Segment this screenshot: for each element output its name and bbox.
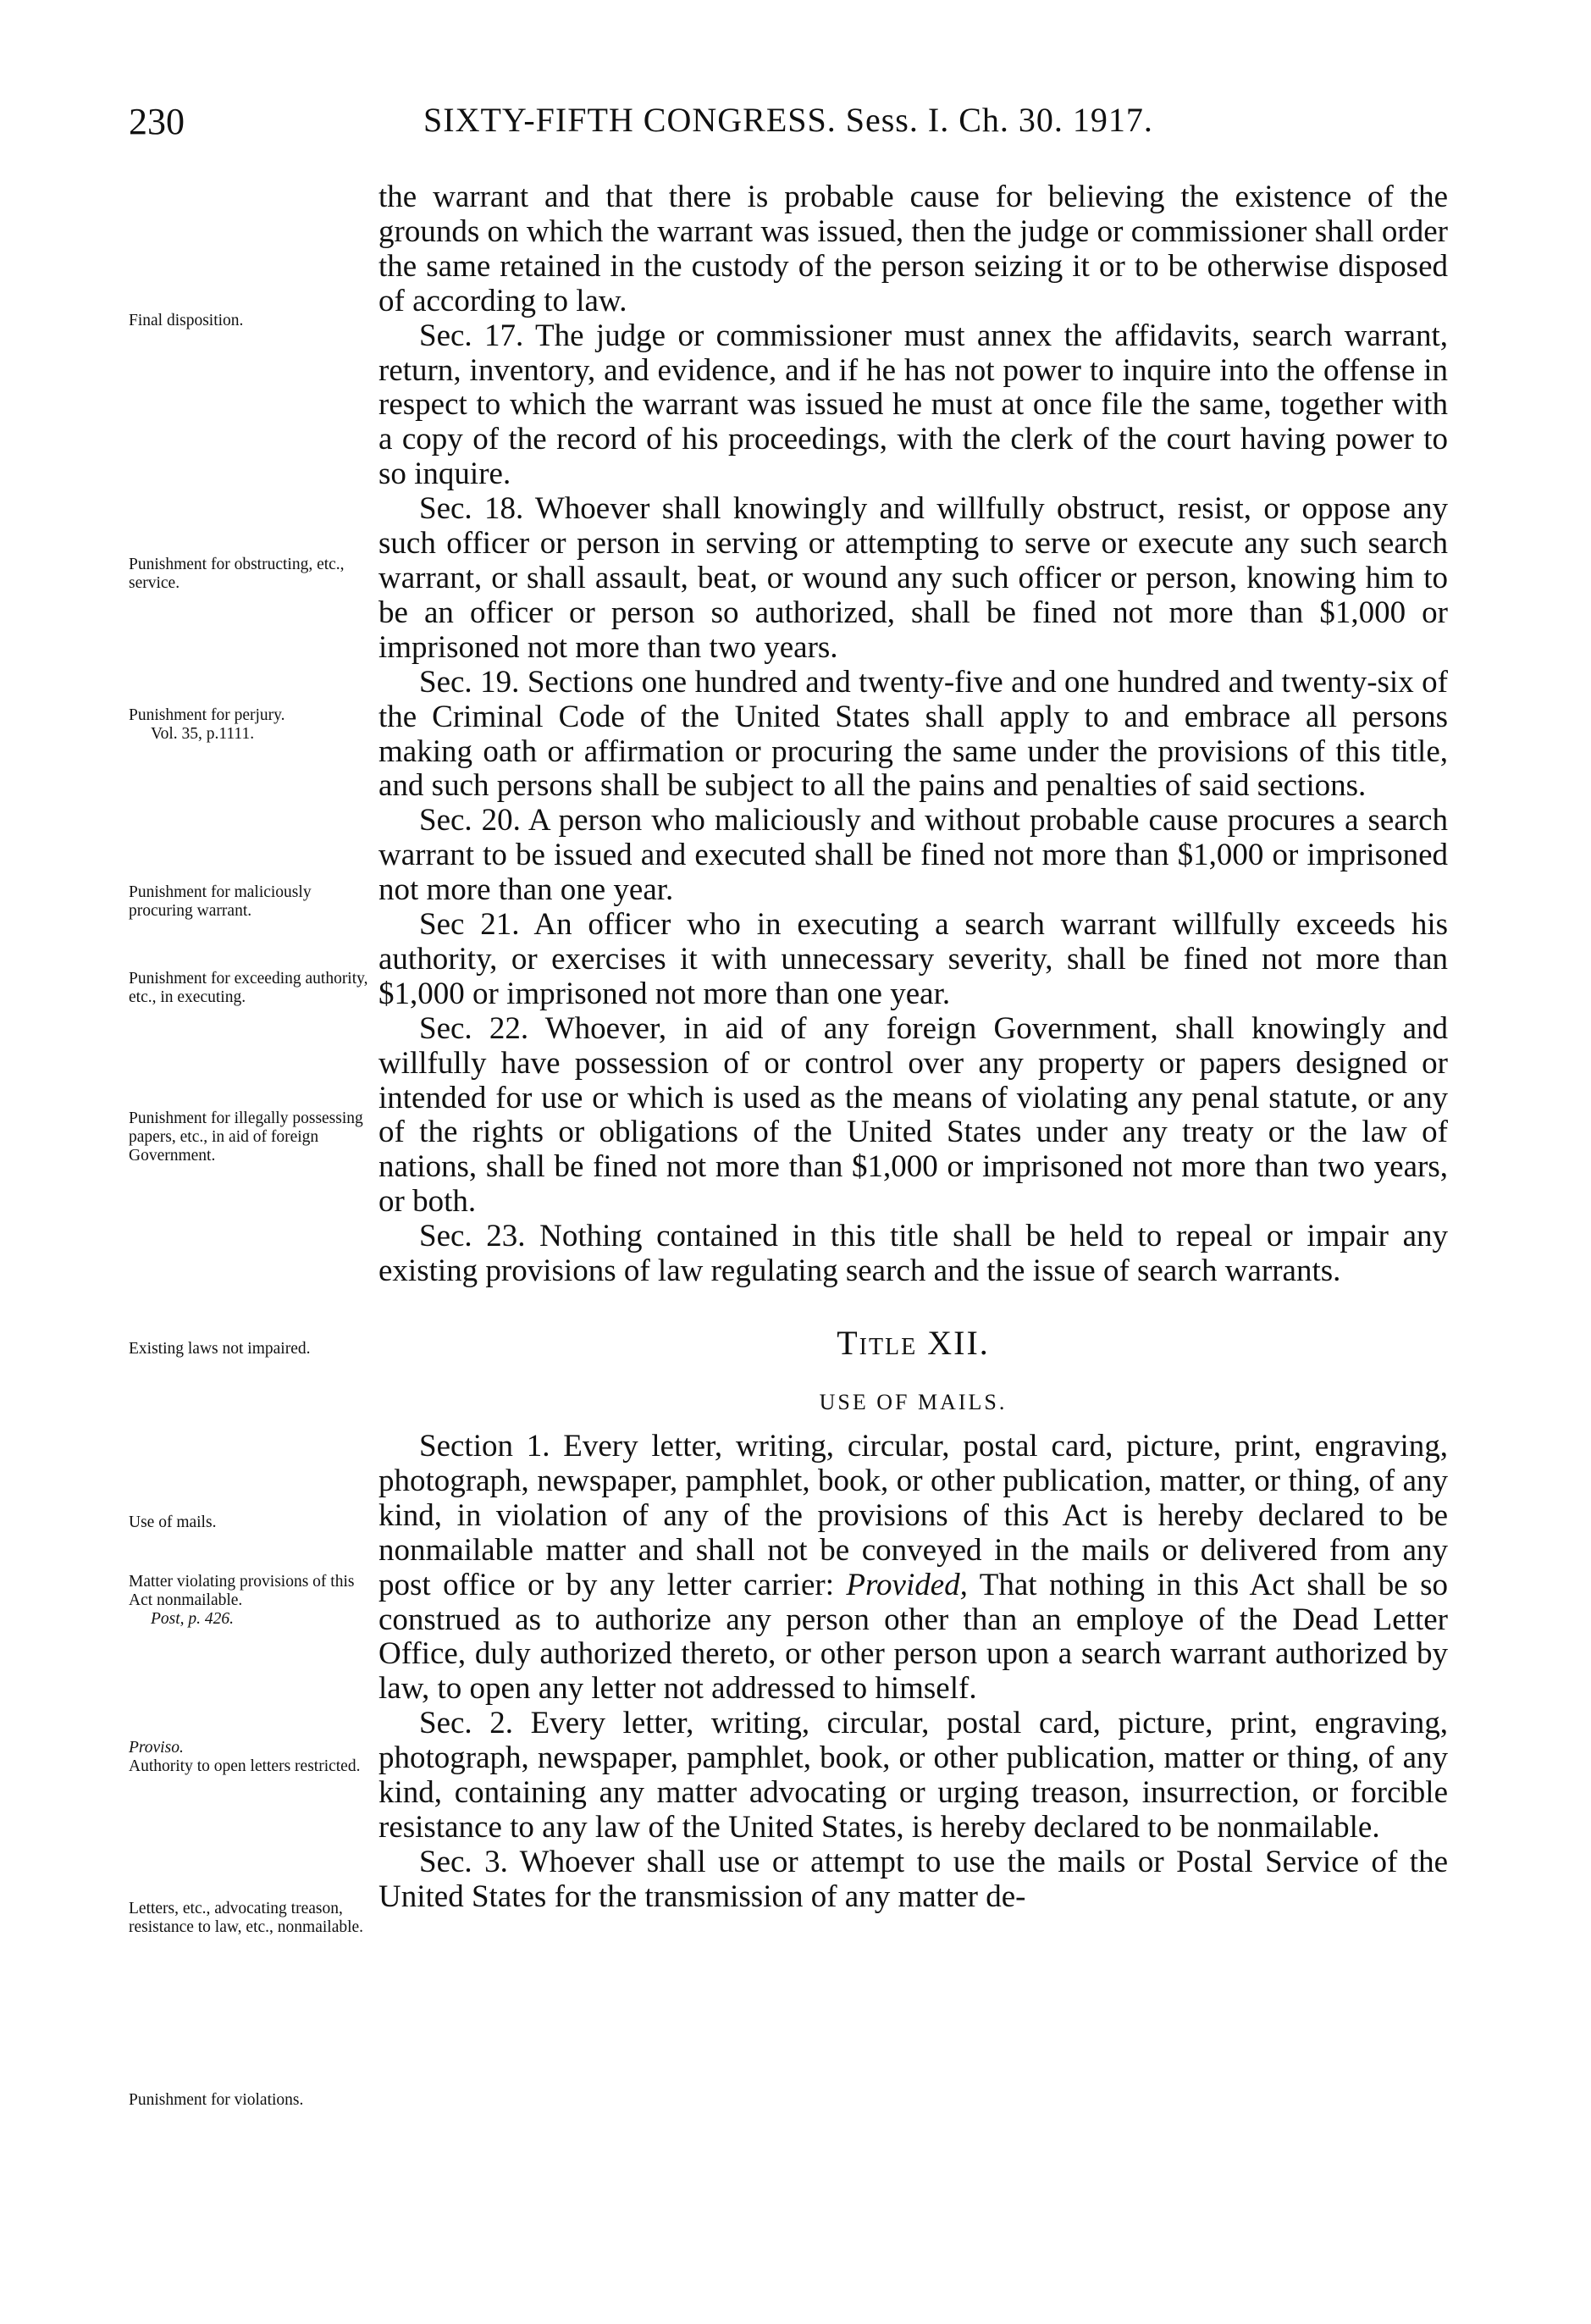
margin-note-proviso-label: Proviso. xyxy=(129,1739,184,1757)
section-19: Sec. 19. Sections one hundred and twenty-five and one hundred and twenty-six of the Criminal Code of the United States shall apply to and embrace all persons making oath or affirmation or procuring the same under the provisions of this title, and such persons shall be subject to all the pains and penalties of said sections. xyxy=(378,664,1448,804)
section-17: Sec. 17. The judge or commissioner must annex the affidavits, search warrant, return, inventory, and evidence, and if he has not power to inquire into the offense in respect to which the warrant was issued he must at once file the same, together with a copy of the record of his proceedings, with the clerk of the court having power to so inquire. xyxy=(378,318,1448,492)
section-1-rest: That nothing in this Act shall be so construed as to authorize any person other than an employe of the Dead Letter Office, duly authorized thereto, or other person upon a search warrant authorized by law, to open any letter not addressed to himself. xyxy=(378,1567,1448,1707)
margin-note-text: Punishment for perjury. xyxy=(129,706,285,724)
margin-note-use-of-mails xyxy=(129,1513,370,1532)
section-1 xyxy=(378,1430,1448,1707)
margin-note-malicious xyxy=(129,883,370,921)
margin-note-final-disposition xyxy=(129,312,370,330)
margin-note-text: Punishment for violations. xyxy=(129,2091,304,2109)
paragraph-opening: the warrant and that there is probable cause for believing the existence of the grounds on which the warrant was issued, then the judge or commissioner shall order the same retained in the custody of the person seizing it or to be otherwise disposed of according to law. xyxy=(378,180,1448,318)
margin-note-text: Existing laws not impaired. xyxy=(129,1340,311,1358)
margin-note-text: Authority to open letters restricted. xyxy=(129,1757,361,1775)
title-heading: Title XII. xyxy=(837,1324,990,1362)
margin-note-obstructing xyxy=(129,556,370,593)
margin-note-text: Punishment for illegally possessing papers, etc., in aid of foreign Government. xyxy=(129,1109,363,1165)
margin-note-letters-advocating xyxy=(129,1900,370,1937)
title-block xyxy=(378,1311,1448,1430)
margin-note-text: Punishment for obstructing, etc., service. xyxy=(129,556,345,592)
margin-note-existing-laws xyxy=(129,1340,370,1358)
section-1-lead: Section 1. Every letter, writing, circular, postal card, picture, print, engraving, photograph, newspaper, pamphlet, book, or other publication, matter, or thing, of any kind, in violation of any of the provisions of this Act is hereby declared to be nonmailable matter and shall not be conveyed in the mails or delivered from any post office or by any letter carrier: xyxy=(378,1429,1448,1602)
margin-note-text: Final disposition. xyxy=(129,312,244,329)
section-20: Sec. 20. A person who maliciously and without probable cause procures a search warrant to be issued and executed shall be fined not more than $1,000 or imprisoned not more than one year. xyxy=(378,803,1448,908)
margin-note-matter-violating xyxy=(129,1573,370,1629)
margin-note-text: Punishment for exceeding authority, etc., in executing. xyxy=(129,970,368,1006)
margin-note-text: Matter violating provisions of this Act nonmailable. xyxy=(129,1573,355,1609)
margin-note-proviso xyxy=(129,1739,370,1776)
margin-note-text: Letters, etc., advocating treason, resistance to law, etc., nonmailable. xyxy=(129,1900,364,1936)
margin-note-text: Punishment for maliciously procuring warrant. xyxy=(129,883,312,920)
page-header xyxy=(0,100,1591,151)
section-22: Sec. 22. Whoever, in aid of any foreign Government, shall knowingly and willfully have possession of or control over any property or papers designed or intended for use or which is used as the means of violating any penal statute, or any of the rights or obligations of the United States under any treaty or the law of nations, shall be fined not more than $1,000 or imprisoned not more than two years, or both. xyxy=(378,1010,1448,1220)
section-2: Sec. 2. Every letter, writing, circular, postal card, picture, print, engraving, photograph, newspaper, pamphlet, book, or other publication, matter or thing, of any kind, containing any matter advocating or urging treason, insurrection, or forcible resistance to any law of the United States, is hereby declared to be nonmailable. xyxy=(378,1706,1448,1845)
margin-note-ref: Post, p. 426. xyxy=(151,1610,235,1628)
section-23: Sec. 23. Nothing contained in this title shall be held to repeal or impair any existing provisions of law regulating search and the issue of search warrants. xyxy=(378,1219,1448,1289)
margin-note-violations xyxy=(129,2091,370,2110)
section-21: Sec 21. An officer who in executing a search warrant willfully exceeds his authority, or exercises it with unnecessary severity, shall be fined not more than $1,000 or imprisoned not more than one year. xyxy=(378,907,1448,1011)
page-number: 230 xyxy=(129,101,185,142)
main-text-column xyxy=(378,180,1448,1915)
margin-note-ref: Vol. 35, p.1111. xyxy=(151,725,255,743)
margin-note-text: Use of mails. xyxy=(129,1513,217,1531)
margin-note-possessing xyxy=(129,1109,370,1165)
title-subheading: USE OF MAILS. xyxy=(819,1390,1008,1414)
section-18: Sec. 18. Whoever shall knowingly and willfully obstruct, resist, or oppose any such officer or person in serving or attempting to serve or execute any such search warrant, or shall assault, beat, or wound any such officer or person, knowing him to be an officer or person so authorized, shall be fined not more than $1,000 or imprisoned not more than two years. xyxy=(378,491,1448,665)
margin-note-perjury xyxy=(129,706,370,744)
provided-term: Provided, xyxy=(846,1567,968,1602)
section-3: Sec. 3. Whoever shall use or attempt to use the mails or Postal Service of the United States for the transmission of any matter de- xyxy=(378,1844,1448,1914)
running-title: SIXTY-FIFTH CONGRESS. Sess. I. Ch. 30. 1917. xyxy=(423,101,1153,139)
margin-note-exceeding xyxy=(129,970,370,1007)
